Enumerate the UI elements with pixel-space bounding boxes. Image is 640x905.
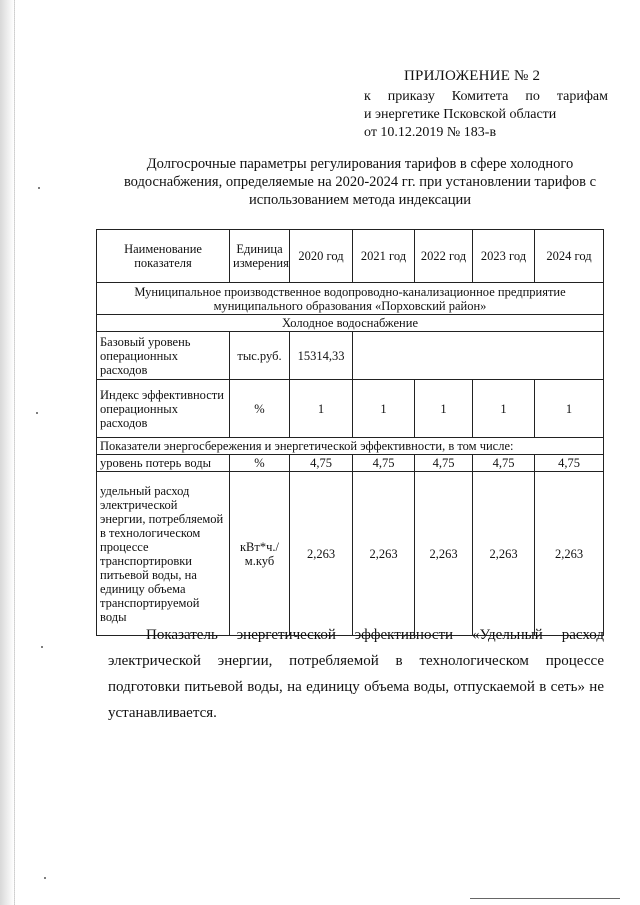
row-value-2023: 2,263 (473, 472, 535, 636)
row-value-2021: 1 (353, 380, 415, 438)
organization-row (97, 283, 604, 315)
appendix-title: ПРИЛОЖЕНИЕ № 2 (404, 68, 541, 84)
row-value-2024: 4,75 (535, 455, 604, 472)
appendix-order-line: к приказу Комитета по тарифам (364, 89, 608, 104)
table-header-row (97, 230, 604, 283)
scan-speck (38, 187, 40, 189)
scan-speck (41, 646, 43, 648)
energy-header: Показатели энергосбережения и энергетической эффективности, в том числе: (97, 438, 604, 455)
scan-speck (44, 877, 46, 879)
row-name: Индекс эффективности операционных расходов (97, 380, 230, 438)
row-value-2020: 4,75 (290, 455, 353, 472)
closing-paragraph: Показатель энергетической эффективности «Удельный расход электрической энергии, потребляемой в технологическом процессе подготовки питьевой воды, на единицу объема воды, отпускаемой в сеть» не устанавливается. (108, 627, 604, 721)
parameters-table (96, 229, 604, 636)
header-2020: 2020 год (290, 230, 353, 283)
appendix-committee-line: и энергетике Псковской области (364, 107, 557, 122)
row-unit: % (230, 380, 290, 438)
row-value-2021: 4,75 (353, 455, 415, 472)
header-unit: Единица измерения (230, 230, 290, 283)
table-row (97, 380, 604, 438)
scan-bottom-rule (470, 898, 620, 899)
scan-left-edge (0, 0, 15, 905)
energy-header-row (97, 438, 604, 455)
scan-speck (36, 412, 38, 414)
row-value-empty (353, 332, 604, 380)
organization-name: Муниципальное производственное водопроводно-канализационное предприятие муниципального образования «Порховский район» (97, 283, 604, 315)
section-row (97, 315, 604, 332)
header-2023: 2023 год (473, 230, 535, 283)
row-unit: % (230, 455, 290, 472)
row-value-2022: 1 (415, 380, 473, 438)
row-value-2024: 1 (535, 380, 604, 438)
table-row (97, 332, 604, 380)
row-value-2020: 1 (290, 380, 353, 438)
row-value-2022: 2,263 (415, 472, 473, 636)
row-value-2021: 2,263 (353, 472, 415, 636)
row-name: Базовый уровень операционных расходов (97, 332, 230, 380)
appendix-date-line: от 10.12.2019 № 183-в (364, 125, 497, 140)
row-value-2023: 1 (473, 380, 535, 438)
header-2021: 2021 год (353, 230, 415, 283)
document-title: Долгосрочные параметры регулирования тарифов в сфере холодного водоснабжения, определяемые на 2020-2024 гг. при установлении тарифов с использованием метода индексации (123, 156, 597, 208)
row-name: уровень потерь воды (97, 455, 230, 472)
row-value-2023: 4,75 (473, 455, 535, 472)
row-name: удельный расход электрической энергии, потребляемой в технологическом процессе транспортировки питьевой воды, на единицу объема транспортируемой воды (97, 472, 230, 636)
row-unit: тыс.руб. (230, 332, 290, 380)
header-2024: 2024 год (535, 230, 604, 283)
section-title: Холодное водоснабжение (97, 315, 604, 332)
header-indicator: Наименование показателя (97, 230, 230, 283)
row-unit: кВт*ч./м.куб (230, 472, 290, 636)
table-row (97, 455, 604, 472)
row-value-2020: 2,263 (290, 472, 353, 636)
row-value-2024: 2,263 (535, 472, 604, 636)
table-row (97, 472, 604, 636)
row-value-2020: 15314,33 (290, 332, 353, 380)
row-value-2022: 4,75 (415, 455, 473, 472)
header-2022: 2022 год (415, 230, 473, 283)
